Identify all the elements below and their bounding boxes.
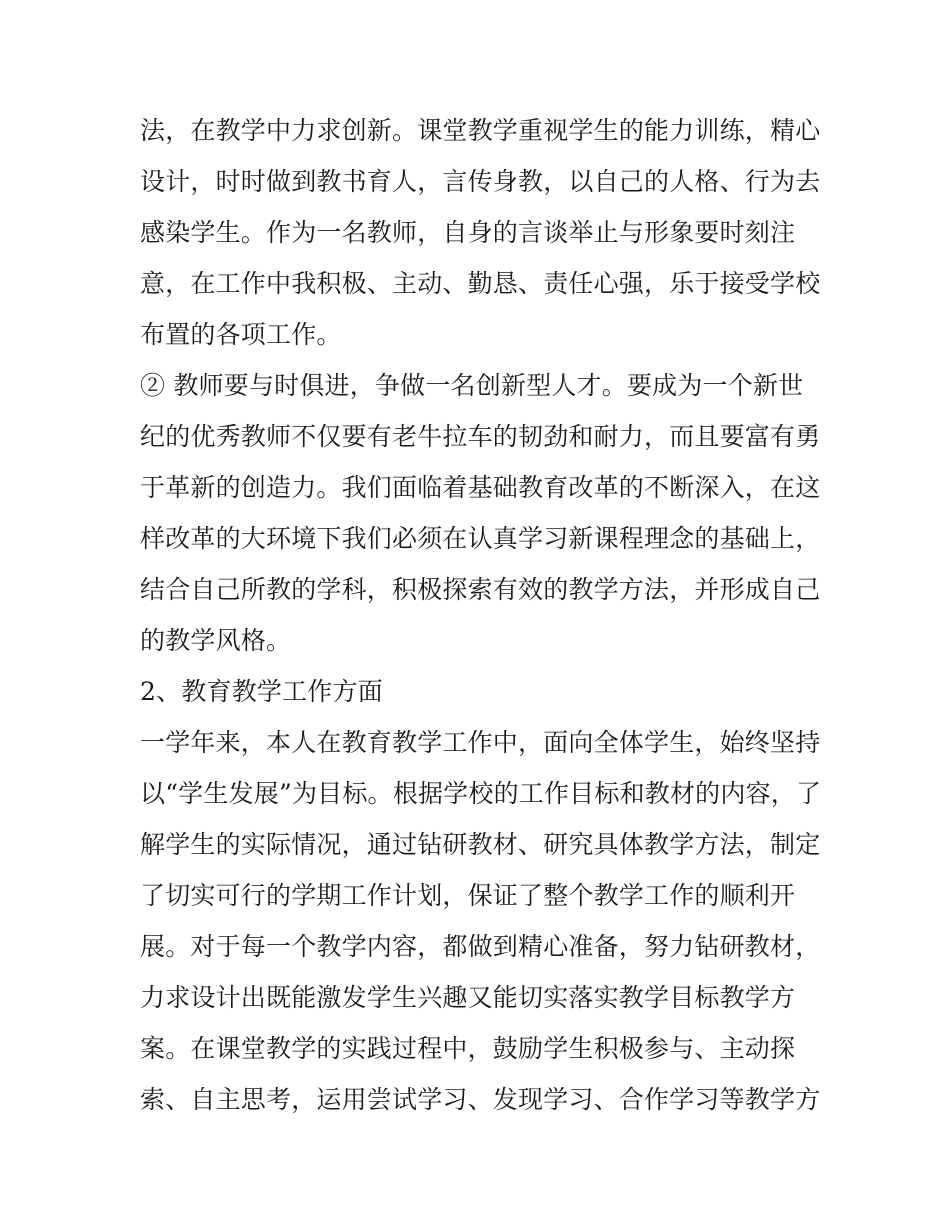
text-line: ② 教师要与时俱进，争做一名创新型人才。要成为一个新世 xyxy=(140,371,804,400)
text-line: 以“学生发展”为目标。根据学校的工作目标和教材的内容，了 xyxy=(140,779,822,808)
text-line: 设计，时时做到教书育人，言传身教，以自己的人格、行为去 xyxy=(140,167,821,196)
text-line: 的教学风格。 xyxy=(140,626,292,655)
text-line: 一学年来，本人在教育教学工作中，面向全体学生，始终坚持 xyxy=(140,728,821,757)
text-line: 法，在教学中力求创新。课堂教学重视学生的能力训练，精心 xyxy=(140,116,821,145)
text-line: 意，在工作中我积极、主动、勤恳、责任心强，乐于接受学校 xyxy=(140,269,821,298)
text-line: 案。在课堂教学的实践过程中，鼓励学生积极参与、主动探 xyxy=(140,1034,796,1063)
text-line: 感染学生。作为一名教师，自身的言谈举止与形象要时刻注 xyxy=(140,218,796,247)
document-body xyxy=(140,105,820,1125)
text-line: 索、自主思考，运用尝试学习、发现学习、合作学习等教学方 xyxy=(140,1085,821,1114)
section-heading: 2、教育教学工作方面 xyxy=(140,677,383,706)
text-line: 样改革的大环境下我们必须在认真学习新课程理念的基础上， xyxy=(140,524,821,553)
text-line: 结合自己所教的学科，积极探索有效的教学方法，并形成自己 xyxy=(140,575,821,604)
text-line: 展。对于每一个教学内容，都做到精心准备，努力钻研教材， xyxy=(140,932,821,961)
text-line: 解学生的实际情况，通过钻研教材、研究具体教学方法，制定 xyxy=(140,830,821,859)
text-line: 了切实可行的学期工作计划，保证了整个教学工作的顺利开 xyxy=(140,881,796,910)
text-line: 力求设计出既能激发学生兴趣又能切实落实教学目标教学方 xyxy=(140,983,796,1012)
text-line: 纪的优秀教师不仅要有老牛拉车的韧劲和耐力，而且要富有勇 xyxy=(140,422,821,451)
text-line: 布置的各项工作。 xyxy=(140,320,342,349)
text-line: 于革新的创造力。我们面临着基础教育改革的不断深入，在这 xyxy=(140,473,821,502)
